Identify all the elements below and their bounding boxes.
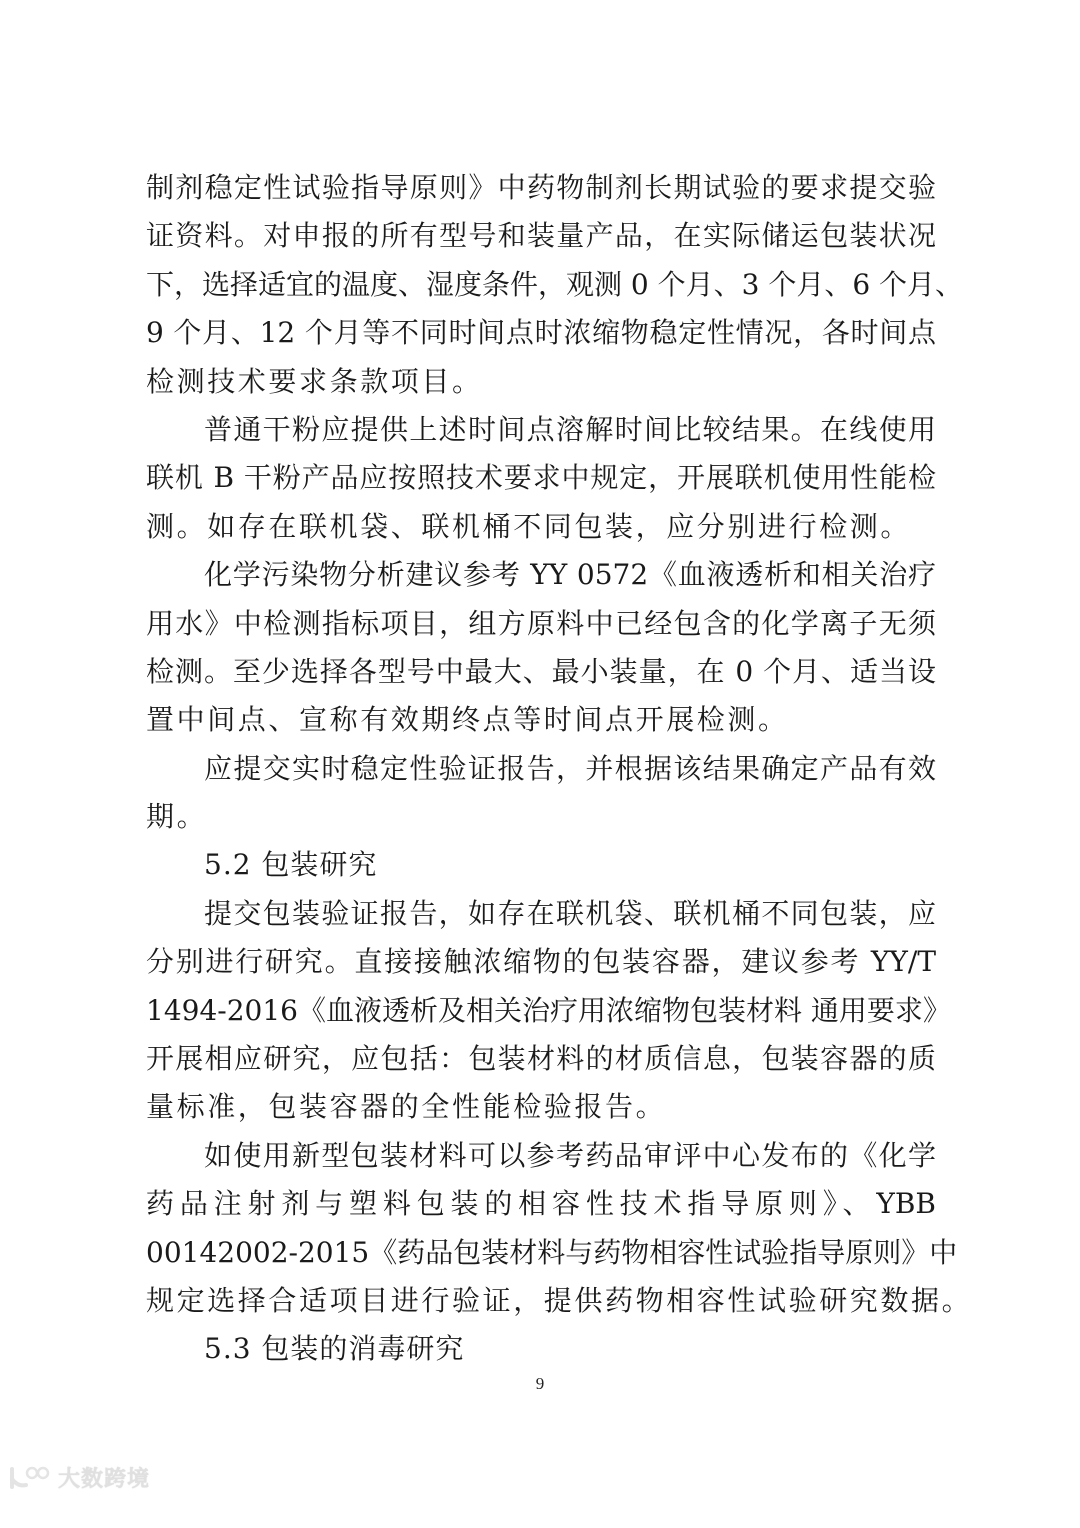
text-line: 联机 B 干粉产品应按照技术要求中规定，开展联机使用性能检 xyxy=(146,461,936,495)
text-line: 检测技术要求条款项目。 xyxy=(146,364,483,398)
section-heading: 5.3 包装的消毒研究 xyxy=(204,1332,465,1366)
watermark-text: 大数跨境 xyxy=(58,1467,151,1492)
text-line: 量标准，包装容器的全性能检验报告。 xyxy=(146,1090,667,1124)
text-line: 检测。至少选择各型号中最大、最小装量，在 0 个月、适当设 xyxy=(146,654,936,688)
text-line: 应提交实时稳定性验证报告，并根据该结果确定产品有效 xyxy=(204,751,936,785)
watermark xyxy=(8,1462,150,1493)
text-line: 期。 xyxy=(146,800,208,834)
section-heading: 5.2 包装研究 xyxy=(204,848,378,882)
text-line: 化学污染物分析建议参考 YY 0572《血液透析和相关治疗 xyxy=(204,558,936,592)
text-line: 证资料。对申报的所有型号和装量产品，在实际储运包装状况 xyxy=(146,219,936,253)
text-line: 9 个月、12 个月等不同时间点时浓缩物稳定性情况，各时间点 xyxy=(146,316,936,350)
k100-logo-icon xyxy=(8,1465,52,1491)
text-line: 用水》中检测指标项目，组方原料中已经包含的化学离子无须 xyxy=(146,606,936,640)
text-line: 提交包装验证报告，如存在联机袋、联机桶不同包装，应 xyxy=(204,896,936,930)
text-line: 1494-2016《血液透析及相关治疗用浓缩物包装材料 通用要求》 xyxy=(146,993,951,1027)
page-number: 9 xyxy=(535,1374,545,1393)
text-line: 规定选择合适项目进行验证，提供药物相容性试验研究数据。 xyxy=(146,1283,973,1317)
text-line: 下，选择适宜的温度、湿度条件，观测 0 个月、3 个月、6 个月、 xyxy=(146,267,964,301)
document-body xyxy=(146,164,973,1374)
text-line: 开展相应研究，应包括：包装材料的材质信息，包装容器的质 xyxy=(146,1042,936,1076)
text-line: 如使用新型包装材料可以参考药品审评中心发布的《化学 xyxy=(204,1138,936,1172)
text-line: 置中间点、宣称有效期终点等时间点开展检测。 xyxy=(146,703,789,737)
text-line: 药品注射剂与塑料包装的相容性技术指导原则》、YBB xyxy=(146,1187,936,1221)
text-line: 分别进行研究。直接接触浓缩物的包装容器，建议参考 YY/T xyxy=(146,945,936,979)
text-line: 制剂稳定性试验指导原则》中药物制剂长期试验的要求提交验 xyxy=(146,171,936,204)
text-line: 普通干粉应提供上述时间点溶解时间比较结果。在线使用 xyxy=(204,412,936,446)
text-line: 00142002-2015《药品包装材料与药物相容性试验指导原则》中 xyxy=(146,1235,958,1269)
text-line: 测。如存在联机袋、联机桶不同包装，应分别进行检测。 xyxy=(146,509,912,543)
